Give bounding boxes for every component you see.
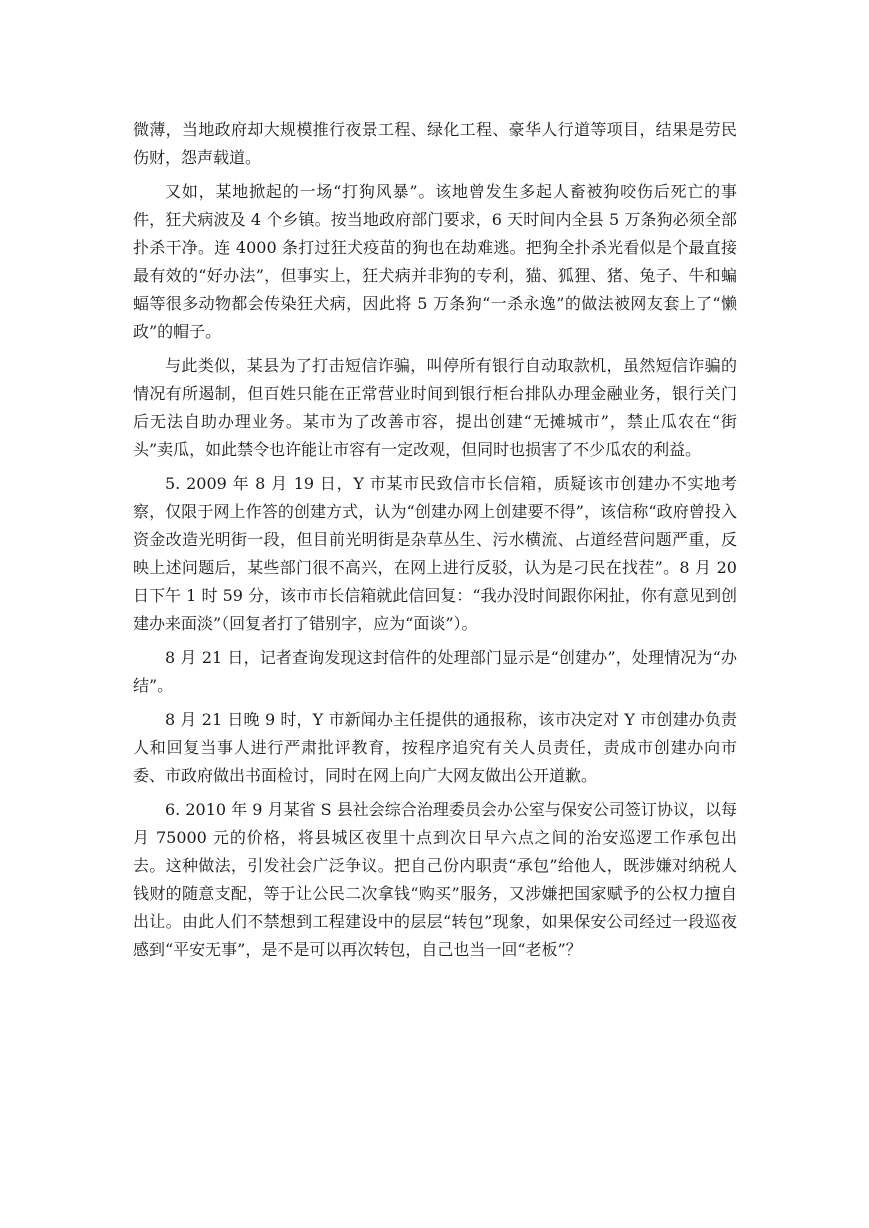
document-body (133, 116, 737, 970)
paragraph-5: 8 月 21 日，记者查询发现这封信件的处理部门显示是“创建办”，处理情况为“办结”。 (133, 648, 737, 695)
paragraph-1: 微薄，当地政府却大规模推行夜景工程、绿化工程、豪华人行道等项目，结果是劳民伤财，怨声载道。 (133, 120, 737, 167)
paragraph-4: 5. 2009 年 8 月 19 日，Y 市某市民致信市长信箱，质疑该市创建办不实地考察，仅限于网上作答的创建方式，认为“创建办网上创建要不得”，该信称“政府曾投入资金改造光明街一段，但目前光明街是杂草丛生、污水横流、占道经营问题严重，反映上述问题后，某些部门很不高兴，在网上进行反驳，认为是刁民在找茬”。8 月 20 日下午 1 时 59 分，该市市长信箱就此信回复：“我办没时间跟你闲扯，你有意见到创建办来面淡”（回复者打了错别字，应为“面谈”）。 (133, 474, 737, 633)
paragraph-6: 8 月 21 日晚 9 时，Y 市新闻办主任提供的通报称，该市决定对 Y 市创建办负责人和回复当事人进行严肃批评教育，按程序追究有关人员责任，责成市创建办向市委、市政府做出书面检讨，同时在网上向广大网友做出公开道歉。 (133, 710, 737, 785)
paragraph-7: 6. 2010 年 9 月某省 S 县社会综合治理委员会办公室与保安公司签订协议，以每月 75000 元的价格，将县城区夜里十点到次日早六点之间的治安巡逻工作承包出去。这种做法，引发社会广泛争议。把自己份内职责“承包”给他人，既涉嫌对纳税人钱财的随意支配，等于让公民二次拿钱“购买”服务，又涉嫌把国家赋予的公权力擅自出让。由此人们不禁想到工程建设中的层层“转包”现象，如果保安公司经过一段巡夜感到“平安无事”，是不是可以再次转包，自己也当一回“老板”？ (133, 800, 737, 959)
paragraph-2: 又如，某地掀起的一场“打狗风暴”。该地曾发生多起人畜被狗咬伤后死亡的事件，狂犬病波及 4 个乡镇。按当地政府部门要求，6 天时间内全县 5 万条狗必须全部扑杀干净。连 4000 条打过狂犬疫苗的狗也在劫难逃。把狗全扑杀光看似是个最直接最有效的“好办法”，但事实上，狂犬病并非狗的专利，猫、狐狸、猪、兔子、牛和蝙蝠等很多动物都会传染狂犬病，因此将 5 万条狗“一杀永逸”的做法被网友套上了“懒政”的帽子。 (133, 182, 737, 341)
paragraph-3: 与此类似，某县为了打击短信诈骗，叫停所有银行自动取款机，虽然短信诈骗的情况有所遏制，但百姓只能在正常营业时间到银行柜台排队办理金融业务，银行关门后无法自助办理业务。某市为了改善市容，提出创建“无摊城市”，禁止瓜农在“街头”卖瓜，如此禁令也许能让市容有一定改观，但同时也损害了不少瓜农的利益。 (133, 356, 737, 459)
